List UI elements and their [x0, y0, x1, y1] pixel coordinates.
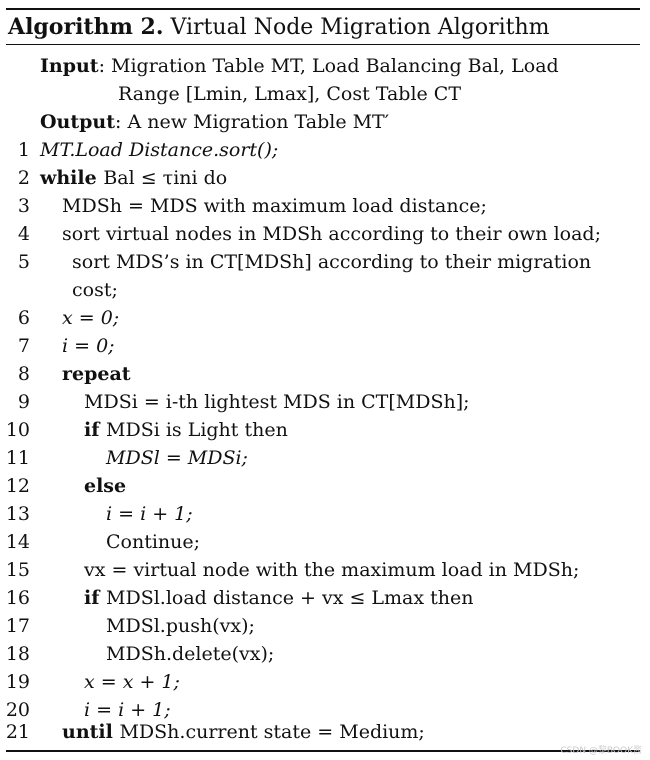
line-number: 13 [5, 503, 30, 525]
watermark: CSDN @黎BOOK酱 [560, 746, 642, 756]
line-number: 6 [17, 307, 30, 329]
line-number: 1 [17, 139, 30, 161]
line-code: repeat [62, 363, 131, 385]
line-code: x = 0; [62, 307, 120, 329]
line-code: until MDSh.current state = Medium; [62, 721, 425, 743]
line-number: 15 [5, 559, 30, 581]
line-number: 7 [17, 335, 30, 357]
line-number: 21 [5, 721, 30, 743]
algorithm-title [8, 14, 550, 40]
algorithm-label: Algorithm 2. [8, 14, 164, 40]
title-rule [6, 44, 640, 45]
line-code: i = i + 1; [106, 503, 193, 525]
input-text-2: Range [Lmin, Lmax], Cost Table CT [118, 83, 462, 105]
line-code: MDSl = MDSi; [106, 447, 248, 469]
line-code: else [84, 475, 127, 497]
algorithm-name: Virtual Node Migration Algorithm [170, 15, 550, 40]
bottom-rule [6, 750, 640, 752]
line-number: 3 [17, 195, 30, 217]
line-number: 20 [5, 699, 30, 721]
line-code: MDSh.delete(vx); [106, 643, 275, 665]
line-code: while Bal ≤ τini do [40, 167, 228, 189]
output-label: Output [40, 111, 116, 133]
line-number: 14 [5, 531, 30, 553]
line-number: 18 [5, 643, 30, 665]
input-text-1: : Migration Table MT, Load Balancing Bal, Load [98, 55, 559, 77]
line-number: 11 [5, 447, 30, 469]
line-code: if MDSl.load distance + vx ≤ Lmax then [84, 587, 474, 609]
line-code: Continue; [106, 531, 201, 553]
line-code: i = 0; [62, 335, 115, 357]
line-code: sort virtual nodes in MDSh according to their own load; [62, 223, 601, 245]
line-number: 2 [17, 167, 30, 189]
top-rule [6, 8, 640, 10]
line-number: 17 [5, 615, 30, 637]
line-code: MDSl.push(vx); [106, 615, 255, 637]
line-code: MDSh = MDS with maximum load distance; [62, 195, 487, 217]
line-code: i = i + 1; [84, 699, 171, 721]
line-number: 12 [5, 475, 30, 497]
line-number: 10 [5, 419, 30, 441]
input-label: Input [40, 55, 99, 77]
line-number: 19 [5, 671, 30, 693]
line-code: x = x + 1; [84, 671, 180, 693]
line-code: vx = virtual node with the maximum load in MDSh; [84, 559, 580, 581]
input-line-1 [40, 53, 559, 79]
output-line [40, 109, 389, 135]
line-code: MT.Load Distance.sort(); [40, 139, 279, 161]
line-number: 4 [17, 223, 30, 245]
line-code: cost; [72, 279, 118, 301]
input-line-2 [118, 81, 461, 107]
output-text: : A new Migration Table MT′ [115, 111, 390, 133]
line-code: sort MDS’s in CT[MDSh] according to their migration [72, 251, 592, 273]
line-code: MDSi = i-th lightest MDS in CT[MDSh]; [84, 391, 470, 413]
line-number: 9 [17, 391, 30, 413]
line-number: 5 [17, 251, 30, 273]
line-number: 8 [17, 363, 30, 385]
line-code: if MDSi is Light then [84, 419, 288, 441]
line-number: 16 [5, 587, 30, 609]
